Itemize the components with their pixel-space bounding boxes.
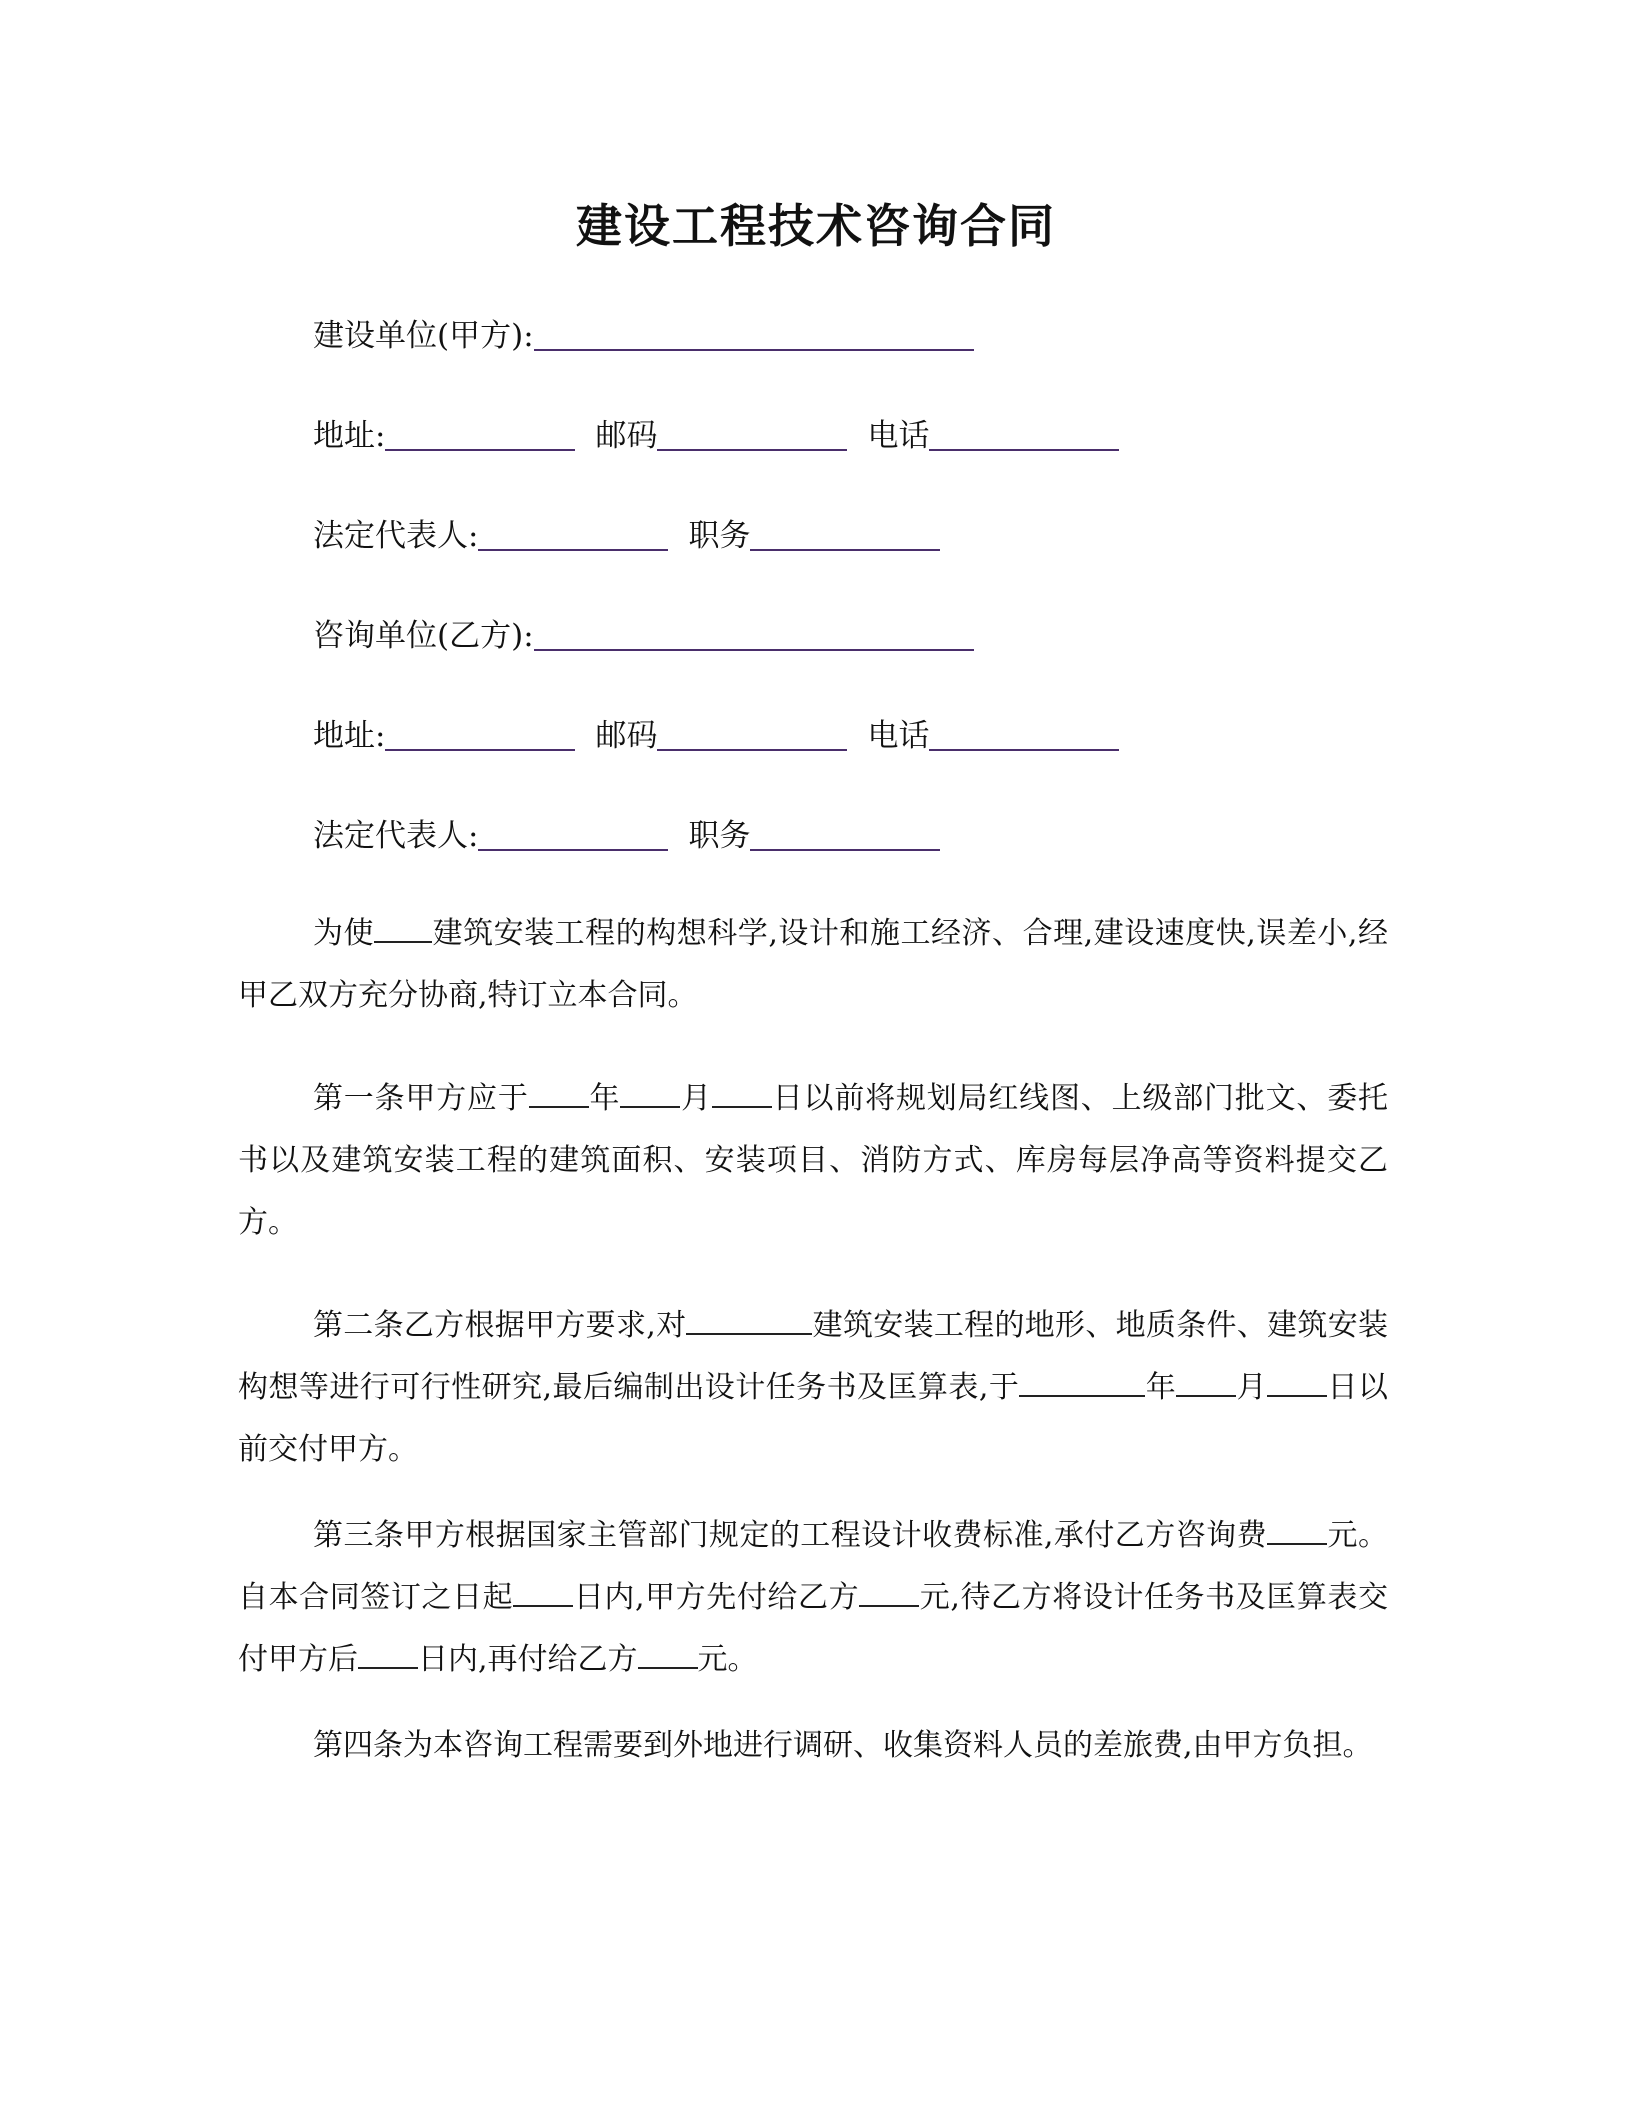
article-3-blank-fee[interactable] <box>1267 1513 1327 1545</box>
party-b-position-field[interactable] <box>750 815 940 851</box>
article-1-text-1: 第一条甲方应于 <box>313 1081 529 1116</box>
party-b-address-field[interactable] <box>385 715 575 751</box>
article-1-blank-day[interactable] <box>712 1076 772 1108</box>
party-a-address-field[interactable] <box>385 415 575 451</box>
party-a-unit-field[interactable] <box>534 315 974 351</box>
party-a-position-field[interactable] <box>750 515 940 551</box>
page-title: 建设工程技术咨询合同 <box>576 199 1056 253</box>
party-a-rep-row <box>313 505 940 555</box>
article-2-blank-year[interactable] <box>1019 1365 1145 1397</box>
intro-text-2: 建筑安装工程的构想科学,设计和施工经济、合理,建设速度快,误差小,经甲乙双方充分协商,特订立本合同。 <box>238 916 1388 1013</box>
party-a-phone-label: 电话 <box>867 418 930 454</box>
party-b-position-label: 职务 <box>688 818 751 854</box>
party-a-position-label: 职务 <box>688 518 751 554</box>
party-a-unit-label: 建设单位(甲方): <box>313 318 534 354</box>
article-1-text-3: 月 <box>680 1081 712 1116</box>
party-a-contact-row <box>313 405 1119 455</box>
article-3-blank-days-1[interactable] <box>513 1575 573 1607</box>
party-a-postcode-label: 邮码 <box>595 418 658 454</box>
article-3-blank-days-2[interactable] <box>358 1637 418 1669</box>
party-b-rep-label: 法定代表人: <box>313 818 479 854</box>
article-1-paragraph <box>238 1068 1388 1254</box>
article-3-text-6: 元。 <box>697 1642 758 1677</box>
article-3-text-5: 日内,再付给乙方 <box>418 1642 638 1677</box>
article-3-text-4: 元,待乙方将设计任务书及匡算表交付甲方后 <box>238 1580 1388 1677</box>
party-b-unit-field[interactable] <box>534 615 974 651</box>
article-3-paragraph <box>238 1505 1388 1691</box>
article-3-text-1: 第三条甲方根据国家主管部门规定的工程设计收费标准,承付乙方咨询费 <box>313 1518 1268 1553</box>
article-3-text-2: 元。自本合同签订之日起 <box>238 1518 1389 1615</box>
party-a-unit-row <box>313 305 974 355</box>
article-2-text-5: 日以前交付甲方。 <box>238 1370 1388 1467</box>
party-b-rep-row <box>313 805 940 855</box>
party-b-postcode-field[interactable] <box>657 715 847 751</box>
party-b-postcode-label: 邮码 <box>595 718 658 754</box>
party-b-rep-field[interactable] <box>478 815 668 851</box>
article-2-text-1: 第二条乙方根据甲方要求,对 <box>313 1308 687 1343</box>
article-2-blank-project[interactable] <box>686 1303 812 1335</box>
party-b-phone-field[interactable] <box>929 715 1119 751</box>
article-4-paragraph <box>238 1715 1388 1777</box>
party-b-unit-label: 咨询单位(乙方): <box>313 618 534 654</box>
intro-paragraph <box>238 903 1388 1027</box>
party-a-rep-label: 法定代表人: <box>313 518 479 554</box>
party-a-postcode-field[interactable] <box>657 415 847 451</box>
article-2-blank-month[interactable] <box>1176 1365 1236 1397</box>
article-3-blank-amount-2[interactable] <box>638 1637 698 1669</box>
article-3-text-3: 日内,甲方先付给乙方 <box>573 1580 860 1615</box>
article-2-text-4: 月 <box>1236 1370 1268 1405</box>
article-2-blank-day[interactable] <box>1267 1365 1327 1397</box>
article-4-text: 第四条为本咨询工程需要到外地进行调研、收集资料人员的差旅费,由甲方负担。 <box>313 1728 1373 1763</box>
article-3-blank-amount-1[interactable] <box>859 1575 919 1607</box>
article-1-blank-year[interactable] <box>529 1076 589 1108</box>
party-b-contact-row <box>313 705 1119 755</box>
party-b-unit-row <box>313 605 974 655</box>
party-b-address-label: 地址: <box>313 718 386 754</box>
intro-text-1: 为使 <box>313 916 375 951</box>
party-b-phone-label: 电话 <box>867 718 930 754</box>
party-a-rep-field[interactable] <box>478 515 668 551</box>
article-2-paragraph <box>238 1295 1388 1481</box>
intro-blank-project[interactable] <box>374 911 432 943</box>
article-1-text-2: 年 <box>588 1081 621 1116</box>
party-a-phone-field[interactable] <box>929 415 1119 451</box>
article-1-text-4: 日以前将规划局红线图、上级部门批文、委托书以及建筑安装工程的建筑面积、安装项目、消防方式、库房每层净高等资料提交乙方。 <box>238 1081 1389 1240</box>
article-2-text-3: 年 <box>1145 1370 1177 1405</box>
article-2-text-2: 建筑安装工程的地形、地质条件、建筑安装构想等进行可行性研究,最后编制出设计任务书及匡算表,于 <box>238 1308 1389 1405</box>
party-a-address-label: 地址: <box>313 418 386 454</box>
article-1-blank-month[interactable] <box>620 1076 680 1108</box>
